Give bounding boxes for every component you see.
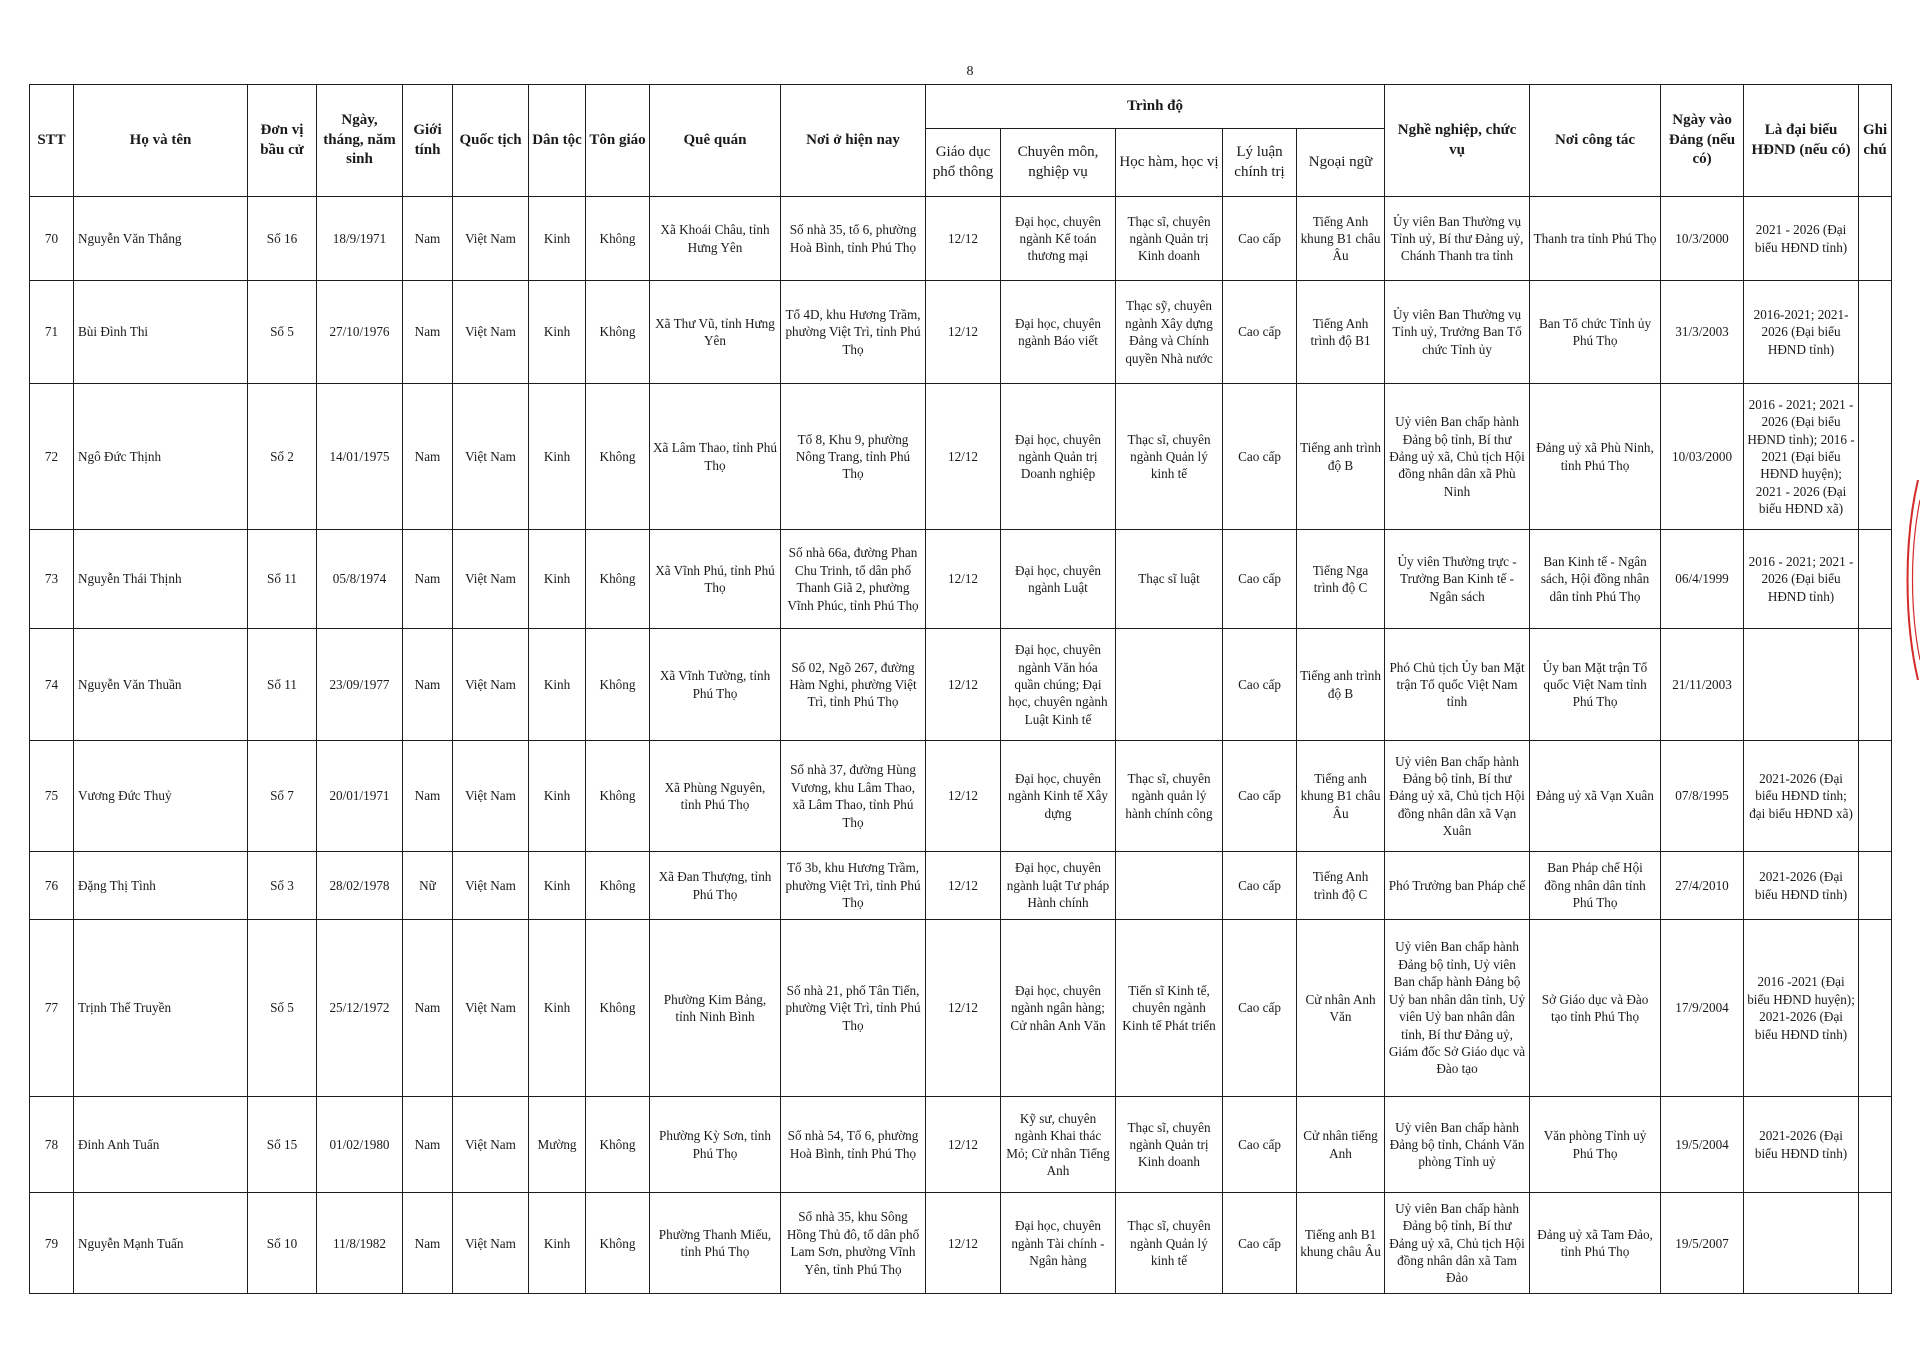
cell-name: Bùi Đình Thi	[74, 281, 248, 383]
cell-political: Cao cấp	[1223, 530, 1297, 628]
cell-language: Tiếng Anh khung B1 châu Âu	[1297, 197, 1385, 281]
cell-note	[1859, 628, 1892, 741]
cell-dob: 05/8/1974	[317, 530, 403, 628]
header-stt: STT	[30, 85, 74, 197]
cell-gender: Nam	[403, 530, 453, 628]
header-occupation: Nghề nghiệp, chức vụ	[1385, 85, 1530, 197]
cell-professional: Đại học, chuyên ngành Quản trị Doanh nghiệp	[1001, 383, 1116, 530]
cell-professional: Đại học, chuyên ngành luật Tư pháp Hành chính	[1001, 851, 1116, 919]
cell-council: 2021 - 2026 (Đại biểu HĐND tỉnh)	[1744, 197, 1859, 281]
cell-hometown: Phường Kỳ Sơn, tỉnh Phú Thọ	[650, 1097, 781, 1193]
header-nationality: Quốc tịch	[453, 85, 529, 197]
cell-stt: 73	[30, 530, 74, 628]
table-row	[30, 741, 1892, 852]
cell-stt: 78	[30, 1097, 74, 1193]
cell-party-date: 31/3/2003	[1661, 281, 1744, 383]
cell-academic: Thạc sĩ, chuyên ngành Quản lý kinh tế	[1116, 1193, 1223, 1294]
cell-council: 2016 - 2021; 2021 - 2026 (Đại biểu HĐND tỉnh); 2016 - 2021 (Đại biểu HĐND huyện); 2021 - 2026 (Đại biểu HĐND xã)	[1744, 383, 1859, 530]
cell-council: 2016 -2021 (Đại biểu HĐND huyện); 2021-2026 (Đại biểu HĐND tỉnh)	[1744, 920, 1859, 1097]
cell-workplace: Ban Pháp chế Hội đồng nhân dân tỉnh Phú Thọ	[1530, 851, 1661, 919]
cell-gender: Nam	[403, 197, 453, 281]
cell-gender: Nữ	[403, 851, 453, 919]
cell-residence: Số nhà 35, tổ 6, phường Hoà Bình, tỉnh Phú Thọ	[781, 197, 926, 281]
table-row	[30, 530, 1892, 628]
table-row	[30, 851, 1892, 919]
cell-occupation: Uỷ viên Ban chấp hành Đảng bộ tỉnh, Bí thư Đảng uỷ xã, Chủ tịch Hội đồng nhân dân xã Phù Ninh	[1385, 383, 1530, 530]
cell-religion: Không	[586, 851, 650, 919]
cell-dob: 25/12/1972	[317, 920, 403, 1097]
cell-religion: Không	[586, 1097, 650, 1193]
cell-note	[1859, 383, 1892, 530]
cell-name: Nguyễn Văn Thuần	[74, 628, 248, 741]
table-row	[30, 628, 1892, 741]
cell-political: Cao cấp	[1223, 1193, 1297, 1294]
cell-workplace: Văn phòng Tỉnh uỷ Phú Thọ	[1530, 1097, 1661, 1193]
cell-occupation: Ủy viên Ban Thường vụ Tỉnh uỷ, Bí thư Đảng uỷ, Chánh Thanh tra tỉnh	[1385, 197, 1530, 281]
cell-political: Cao cấp	[1223, 197, 1297, 281]
header-name: Họ và tên	[74, 85, 248, 197]
cell-ethnicity: Kinh	[529, 530, 586, 628]
cell-note	[1859, 920, 1892, 1097]
cell-note	[1859, 530, 1892, 628]
table-row	[30, 1193, 1892, 1294]
header-gender: Giới tính	[403, 85, 453, 197]
cell-party-date: 06/4/1999	[1661, 530, 1744, 628]
cell-language: Tiếng Anh trình độ B1	[1297, 281, 1385, 383]
cell-occupation: Uỷ viên Ban chấp hành Đảng bộ tỉnh, Bí thư Đảng uỷ xã, Chủ tịch Hội đồng nhân dân xã Tam Đảo	[1385, 1193, 1530, 1294]
cell-unit: Số 5	[248, 281, 317, 383]
cell-dob: 20/01/1971	[317, 741, 403, 852]
cell-dob: 11/8/1982	[317, 1193, 403, 1294]
cell-note	[1859, 851, 1892, 919]
cell-ethnicity: Kinh	[529, 383, 586, 530]
cell-ethnicity: Kinh	[529, 281, 586, 383]
header-professional: Chuyên môn, nghiệp vụ	[1001, 129, 1116, 197]
cell-nationality: Việt Nam	[453, 197, 529, 281]
cell-residence: Tổ 3b, khu Hương Trầm, phường Việt Trì, tỉnh Phú Thọ	[781, 851, 926, 919]
cell-stt: 70	[30, 197, 74, 281]
cell-name: Nguyễn Văn Thắng	[74, 197, 248, 281]
cell-unit: Số 11	[248, 628, 317, 741]
cell-ethnicity: Kinh	[529, 741, 586, 852]
cell-hometown: Xã Đan Thượng, tỉnh Phú Thọ	[650, 851, 781, 919]
cell-workplace: Ban Kinh tế - Ngân sách, Hội đồng nhân dân tỉnh Phú Thọ	[1530, 530, 1661, 628]
cell-nationality: Việt Nam	[453, 741, 529, 852]
cell-general-edu: 12/12	[926, 851, 1001, 919]
cell-council	[1744, 628, 1859, 741]
cell-academic: Thạc sỹ, chuyên ngành Xây dựng Đảng và Chính quyền Nhà nước	[1116, 281, 1223, 383]
cell-dob: 27/10/1976	[317, 281, 403, 383]
table-body	[30, 197, 1892, 1294]
cell-workplace: Ủy ban Mặt trận Tổ quốc Việt Nam tỉnh Phú Thọ	[1530, 628, 1661, 741]
cell-name: Nguyễn Thái Thịnh	[74, 530, 248, 628]
cell-unit: Số 10	[248, 1193, 317, 1294]
cell-professional: Đại học, chuyên ngành Luật	[1001, 530, 1116, 628]
cell-language: Tiếng anh khung B1 châu Âu	[1297, 741, 1385, 852]
cell-religion: Không	[586, 281, 650, 383]
cell-workplace: Đảng uỷ xã Tam Đảo, tỉnh Phú Thọ	[1530, 1193, 1661, 1294]
cell-dob: 28/02/1978	[317, 851, 403, 919]
cell-nationality: Việt Nam	[453, 530, 529, 628]
cell-council: 2016-2021; 2021-2026 (Đại biểu HĐND tỉnh)	[1744, 281, 1859, 383]
header-note: Ghi chú	[1859, 85, 1892, 197]
header-council: Là đại biểu HĐND (nếu có)	[1744, 85, 1859, 197]
cell-residence: Số nhà 35, khu Sông Hồng Thủ đô, tổ dân phố Lam Sơn, phường Vĩnh Yên, tỉnh Phú Thọ	[781, 1193, 926, 1294]
cell-ethnicity: Kinh	[529, 197, 586, 281]
cell-hometown: Xã Vĩnh Tường, tỉnh Phú Thọ	[650, 628, 781, 741]
cell-political: Cao cấp	[1223, 383, 1297, 530]
cell-occupation: Phó Chủ tịch Ủy ban Mặt trận Tổ quốc Việt Nam tỉnh	[1385, 628, 1530, 741]
cell-nationality: Việt Nam	[453, 1097, 529, 1193]
header-religion: Tôn giáo	[586, 85, 650, 197]
cell-hometown: Phường Kim Bảng, tỉnh Ninh Bình	[650, 920, 781, 1097]
cell-general-edu: 12/12	[926, 920, 1001, 1097]
cell-occupation: Uỷ viên Ban chấp hành Đảng bộ tỉnh, Bí thư Đảng uỷ xã, Chủ tịch Hội đồng nhân dân xã Vạn Xuân	[1385, 741, 1530, 852]
header-language: Ngoại ngữ	[1297, 129, 1385, 197]
cell-workplace: Đảng uỷ xã Vạn Xuân	[1530, 741, 1661, 852]
cell-nationality: Việt Nam	[453, 628, 529, 741]
cell-gender: Nam	[403, 383, 453, 530]
cell-language: Tiếng anh trình độ B	[1297, 383, 1385, 530]
cell-occupation: Uỷ viên Ban chấp hành Đảng bộ tỉnh, Uỷ viên Ban chấp hành Đảng bộ Uỷ ban nhân dân tỉnh, Uỷ viên Uỷ ban nhân dân tỉnh, Bí thư Đảng uỷ, Giám đốc Sở Giáo dục và Đào tạo	[1385, 920, 1530, 1097]
cell-workplace: Ban Tổ chức Tỉnh ủy Phú Thọ	[1530, 281, 1661, 383]
cell-occupation: Phó Trưởng ban Pháp chế	[1385, 851, 1530, 919]
cell-political: Cao cấp	[1223, 281, 1297, 383]
cell-language: Tiếng Nga trình độ C	[1297, 530, 1385, 628]
cell-nationality: Việt Nam	[453, 383, 529, 530]
cell-occupation: Uỷ viên Ban chấp hành Đảng bộ tỉnh, Chánh Văn phòng Tỉnh uỷ	[1385, 1097, 1530, 1193]
header-party-date: Ngày vào Đảng (nếu có)	[1661, 85, 1744, 197]
cell-name: Đinh Anh Tuấn	[74, 1097, 248, 1193]
cell-occupation: Ủy viên Ban Thường vụ Tỉnh uỷ, Trưởng Ban Tổ chức Tỉnh ủy	[1385, 281, 1530, 383]
cell-unit: Số 3	[248, 851, 317, 919]
cell-council: 2021-2026 (Đại biểu HĐND tỉnh)	[1744, 1097, 1859, 1193]
cell-general-edu: 12/12	[926, 1097, 1001, 1193]
cell-unit: Số 2	[248, 383, 317, 530]
cell-gender: Nam	[403, 281, 453, 383]
cell-ethnicity: Kinh	[529, 628, 586, 741]
cell-professional: Đại học, chuyên ngành Báo viết	[1001, 281, 1116, 383]
cell-hometown: Xã Vĩnh Phú, tỉnh Phú Thọ	[650, 530, 781, 628]
cell-party-date: 21/11/2003	[1661, 628, 1744, 741]
header-residence: Nơi ở hiện nay	[781, 85, 926, 197]
cell-party-date: 07/8/1995	[1661, 741, 1744, 852]
cell-hometown: Phường Thanh Miếu, tỉnh Phú Thọ	[650, 1193, 781, 1294]
cell-general-edu: 12/12	[926, 741, 1001, 852]
cell-name: Trịnh Thế Truyền	[74, 920, 248, 1097]
cell-religion: Không	[586, 628, 650, 741]
cell-party-date: 19/5/2007	[1661, 1193, 1744, 1294]
cell-dob: 01/02/1980	[317, 1097, 403, 1193]
cell-gender: Nam	[403, 1193, 453, 1294]
cell-nationality: Việt Nam	[453, 851, 529, 919]
candidate-table	[29, 84, 1892, 1294]
cell-hometown: Xã Thư Vũ, tỉnh Hưng Yên	[650, 281, 781, 383]
cell-religion: Không	[586, 383, 650, 530]
cell-professional: Đại học, chuyên ngành Kế toán thương mại	[1001, 197, 1116, 281]
cell-residence: Số nhà 54, Tổ 6, phường Hoà Bình, tỉnh Phú Thọ	[781, 1097, 926, 1193]
cell-name: Vương Đức Thuỷ	[74, 741, 248, 852]
cell-religion: Không	[586, 741, 650, 852]
page-number: 8	[966, 64, 974, 79]
cell-party-date: 17/9/2004	[1661, 920, 1744, 1097]
cell-language: Tiếng anh trình độ B	[1297, 628, 1385, 741]
cell-religion: Không	[586, 530, 650, 628]
cell-academic	[1116, 851, 1223, 919]
cell-gender: Nam	[403, 741, 453, 852]
cell-gender: Nam	[403, 920, 453, 1097]
cell-party-date: 10/3/2000	[1661, 197, 1744, 281]
cell-stt: 72	[30, 383, 74, 530]
cell-language: Tiếng anh B1 khung châu Âu	[1297, 1193, 1385, 1294]
header-general-edu: Giáo dục phổ thông	[926, 129, 1001, 197]
cell-dob: 18/9/1971	[317, 197, 403, 281]
cell-residence: Số nhà 66a, đường Phan Chu Trinh, tổ dân phố Thanh Giã 2, phường Vĩnh Phúc, tỉnh Phú Thọ	[781, 530, 926, 628]
cell-hometown: Xã Phùng Nguyên, tỉnh Phú Thọ	[650, 741, 781, 852]
cell-ethnicity: Mường	[529, 1097, 586, 1193]
cell-professional: Đại học, chuyên ngành Tài chính - Ngân hàng	[1001, 1193, 1116, 1294]
table-row	[30, 197, 1892, 281]
cell-ethnicity: Kinh	[529, 851, 586, 919]
header-workplace: Nơi công tác	[1530, 85, 1661, 197]
cell-council	[1744, 1193, 1859, 1294]
table-row	[30, 383, 1892, 530]
cell-stt: 77	[30, 920, 74, 1097]
cell-residence: Số nhà 37, đường Hùng Vương, khu Lâm Thao, xã Lâm Thao, tỉnh Phú Thọ	[781, 741, 926, 852]
table-row	[30, 281, 1892, 383]
cell-gender: Nam	[403, 628, 453, 741]
cell-dob: 23/09/1977	[317, 628, 403, 741]
cell-political: Cao cấp	[1223, 1097, 1297, 1193]
cell-residence: Tổ 8, Khu 9, phường Nông Trang, tỉnh Phú Thọ	[781, 383, 926, 530]
cell-language: Cử nhân Anh Văn	[1297, 920, 1385, 1097]
cell-ethnicity: Kinh	[529, 920, 586, 1097]
cell-political: Cao cấp	[1223, 851, 1297, 919]
cell-language: Tiếng Anh trình độ C	[1297, 851, 1385, 919]
cell-general-edu: 12/12	[926, 1193, 1001, 1294]
cell-professional: Kỹ sư, chuyên ngành Khai thác Mỏ; Cử nhân Tiếng Anh	[1001, 1097, 1116, 1193]
cell-nationality: Việt Nam	[453, 1193, 529, 1294]
cell-stt: 76	[30, 851, 74, 919]
cell-ethnicity: Kinh	[529, 1193, 586, 1294]
cell-nationality: Việt Nam	[453, 920, 529, 1097]
cell-unit: Số 5	[248, 920, 317, 1097]
cell-religion: Không	[586, 1193, 650, 1294]
cell-academic	[1116, 628, 1223, 741]
cell-note	[1859, 1193, 1892, 1294]
cell-unit: Số 15	[248, 1097, 317, 1193]
cell-general-edu: 12/12	[926, 530, 1001, 628]
cell-stt: 79	[30, 1193, 74, 1294]
header-political: Lý luận chính trị	[1223, 129, 1297, 197]
cell-workplace: Đảng uỷ xã Phù Ninh, tỉnh Phú Thọ	[1530, 383, 1661, 530]
header-ethnicity: Dân tộc	[529, 85, 586, 197]
cell-language: Cử nhân tiếng Anh	[1297, 1097, 1385, 1193]
cell-unit: Số 16	[248, 197, 317, 281]
cell-name: Ngô Đức Thịnh	[74, 383, 248, 530]
cell-name: Đặng Thị Tình	[74, 851, 248, 919]
cell-professional: Đại học, chuyên ngành ngân hàng; Cử nhân Anh Văn	[1001, 920, 1116, 1097]
cell-general-edu: 12/12	[926, 197, 1001, 281]
cell-academic: Thạc sĩ luật	[1116, 530, 1223, 628]
cell-academic: Tiến sĩ Kinh tế, chuyên ngành Kinh tế Phát triển	[1116, 920, 1223, 1097]
cell-religion: Không	[586, 197, 650, 281]
cell-residence: Tổ 4D, khu Hương Trầm, phường Việt Trì, tỉnh Phú Thọ	[781, 281, 926, 383]
cell-professional: Đại học, chuyên ngành Văn hóa quần chúng; Đại học, chuyên ngành Luật Kinh tế	[1001, 628, 1116, 741]
cell-stt: 74	[30, 628, 74, 741]
cell-dob: 14/01/1975	[317, 383, 403, 530]
header-qualification: Trình độ	[926, 85, 1385, 129]
cell-note	[1859, 281, 1892, 383]
cell-political: Cao cấp	[1223, 920, 1297, 1097]
cell-council: 2021-2026 (Đại biểu HĐND tỉnh; đại biểu HĐND xã)	[1744, 741, 1859, 852]
cell-academic: Thạc sĩ, chuyên ngành Quản lý kinh tế	[1116, 383, 1223, 530]
cell-stt: 71	[30, 281, 74, 383]
cell-council: 2016 - 2021; 2021 - 2026 (Đại biểu HĐND tỉnh)	[1744, 530, 1859, 628]
table-row	[30, 1097, 1892, 1193]
cell-workplace: Thanh tra tỉnh Phú Thọ	[1530, 197, 1661, 281]
cell-academic: Thạc sĩ, chuyên ngành quản lý hành chính công	[1116, 741, 1223, 852]
cell-note	[1859, 1097, 1892, 1193]
cell-residence: Số 02, Ngõ 267, đường Hàm Nghi, phường Việt Trì, tỉnh Phú Thọ	[781, 628, 926, 741]
cell-occupation: Ủy viên Thường trực - Trưởng Ban Kinh tế - Ngân sách	[1385, 530, 1530, 628]
cell-political: Cao cấp	[1223, 741, 1297, 852]
cell-unit: Số 11	[248, 530, 317, 628]
cell-hometown: Xã Lâm Thao, tỉnh Phú Thọ	[650, 383, 781, 530]
cell-general-edu: 12/12	[926, 383, 1001, 530]
cell-note	[1859, 197, 1892, 281]
header-hometown: Quê quán	[650, 85, 781, 197]
cell-academic: Thạc sĩ, chuyên ngành Quản trị Kinh doanh	[1116, 1097, 1223, 1193]
cell-workplace: Sở Giáo dục và Đào tạo tỉnh Phú Thọ	[1530, 920, 1661, 1097]
red-seal-fragment	[1896, 480, 1920, 680]
cell-council: 2021-2026 (Đại biểu HĐND tỉnh)	[1744, 851, 1859, 919]
cell-religion: Không	[586, 920, 650, 1097]
cell-general-edu: 12/12	[926, 281, 1001, 383]
cell-residence: Số nhà 21, phố Tân Tiến, phường Việt Trì, tỉnh Phú Thọ	[781, 920, 926, 1097]
cell-stt: 75	[30, 741, 74, 852]
header-dob: Ngày, tháng, năm sinh	[317, 85, 403, 197]
cell-name: Nguyễn Mạnh Tuấn	[74, 1193, 248, 1294]
cell-hometown: Xã Khoái Châu, tỉnh Hưng Yên	[650, 197, 781, 281]
cell-gender: Nam	[403, 1097, 453, 1193]
cell-note	[1859, 741, 1892, 852]
cell-nationality: Việt Nam	[453, 281, 529, 383]
table-row	[30, 920, 1892, 1097]
header-unit: Đơn vị bầu cử	[248, 85, 317, 197]
cell-party-date: 19/5/2004	[1661, 1097, 1744, 1193]
cell-unit: Số 7	[248, 741, 317, 852]
cell-general-edu: 12/12	[926, 628, 1001, 741]
cell-professional: Đại học, chuyên ngành Kinh tế Xây dựng	[1001, 741, 1116, 852]
cell-party-date: 10/03/2000	[1661, 383, 1744, 530]
header-academic: Học hàm, học vị	[1116, 129, 1223, 197]
cell-political: Cao cấp	[1223, 628, 1297, 741]
cell-party-date: 27/4/2010	[1661, 851, 1744, 919]
cell-academic: Thạc sĩ, chuyên ngành Quản trị Kinh doanh	[1116, 197, 1223, 281]
